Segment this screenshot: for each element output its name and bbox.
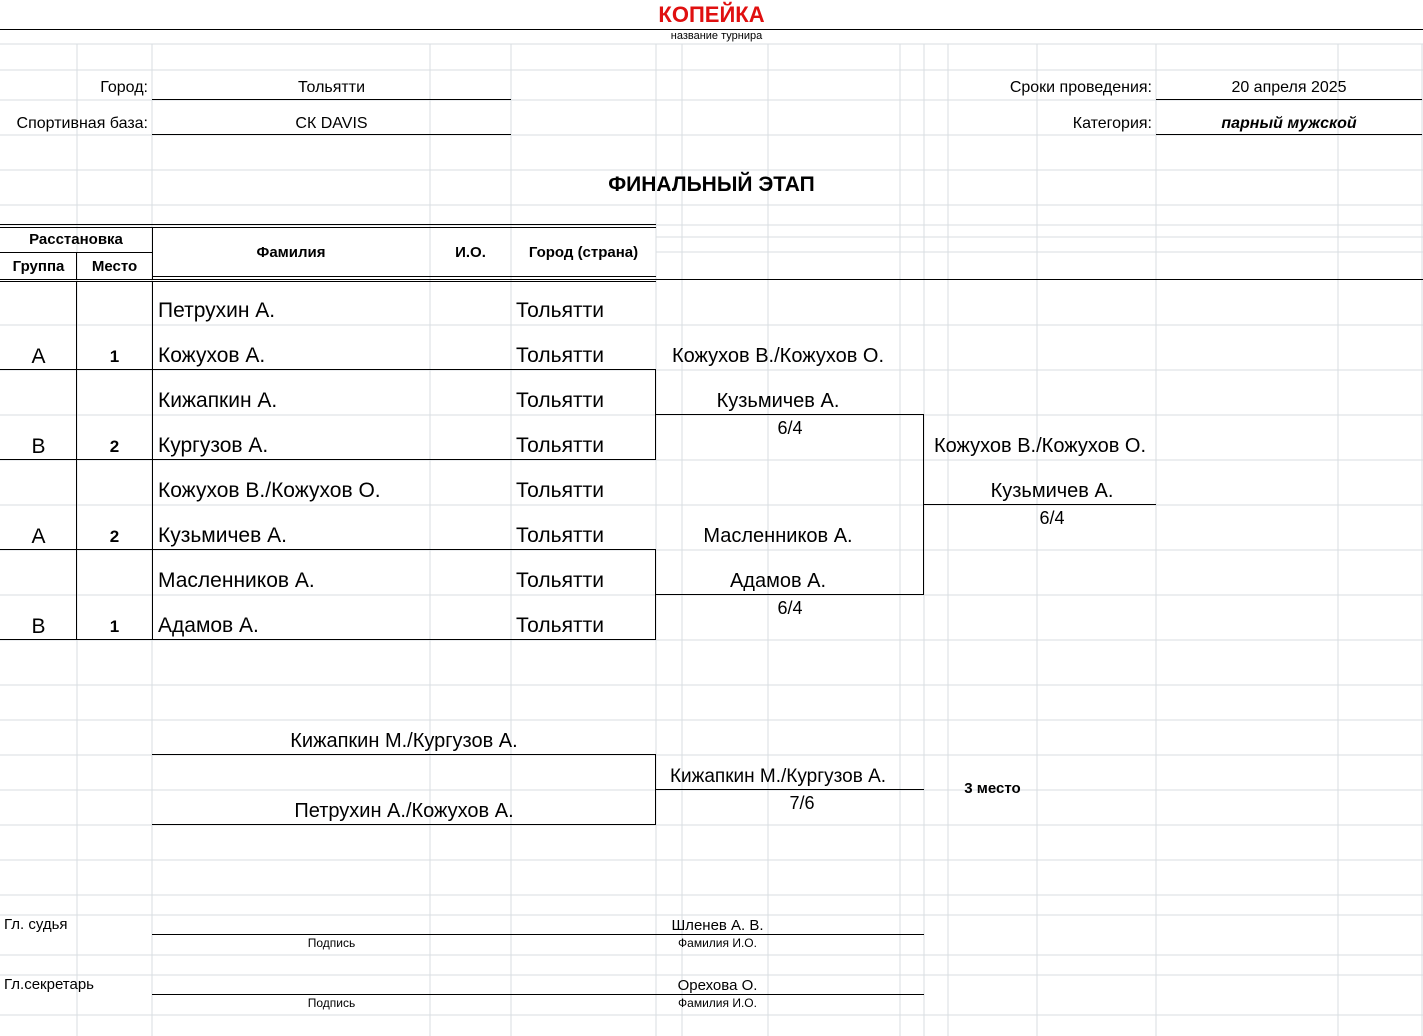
secretary-sign-caption: Подпись [307, 996, 356, 1010]
entry-3-city2: Тольятти [516, 524, 604, 547]
city-value: Тольятти [298, 79, 365, 96]
stage-title: ФИНАЛЬНЫЙ ЭТАП [608, 173, 815, 196]
entry-1-city1: Тольятти [516, 299, 604, 322]
secretary-name: Орехова О. [677, 977, 758, 994]
semifinal-1-line2: Кузьмичев А. [716, 390, 840, 412]
category-label: Категория: [1072, 115, 1152, 132]
initials-header: И.О. [455, 244, 486, 261]
secretary-name-caption: Фамилия И.О. [678, 996, 757, 1010]
entry-1-player2: Кожухов А. [158, 344, 266, 367]
entry-1-city2: Тольятти [516, 344, 604, 367]
third-place-score: 7/6 [789, 793, 815, 813]
place-header: Место [91, 258, 138, 275]
secretary-label: Гл.секретарь [4, 976, 94, 993]
entry-3-player1: Кожухов В./Кожухов О. [158, 479, 381, 502]
final-line1: Кожухов В./Кожухов О. [933, 435, 1147, 457]
semifinal-2-line2: Адамов А. [729, 570, 827, 592]
third-place-label: 3 место [964, 780, 1021, 797]
entry-1-place: 1 [109, 347, 120, 366]
semifinal-2-line1: Масленников А. [703, 525, 853, 547]
dates-value: 20 апреля 2025 [1231, 79, 1347, 96]
entry-1-group: A [31, 345, 46, 368]
judge-name-caption: Фамилия И.О. [678, 936, 757, 950]
entry-3-group: A [31, 525, 46, 548]
category-underline [1156, 134, 1422, 135]
entry-3-city1: Тольятти [516, 479, 604, 502]
city-underline [152, 99, 511, 100]
group-header: Группа [12, 258, 65, 275]
entry-4-group: B [31, 615, 46, 638]
entry-2-city2: Тольятти [516, 434, 604, 457]
final-line2: Кузьмичев А. [990, 480, 1114, 502]
entry-3-place: 2 [109, 527, 120, 546]
placement-header: Расстановка [29, 231, 123, 248]
final-score: 6/4 [1039, 508, 1065, 528]
category-value: парный мужской [1221, 115, 1357, 132]
judge-sign-caption: Подпись [307, 936, 356, 950]
tournament-title: КОПЕЙКА [658, 2, 765, 27]
base-value: СК DAVIS [295, 115, 368, 132]
entry-4-city1: Тольятти [516, 569, 604, 592]
judge-label: Гл. судья [4, 916, 68, 933]
entry-2-group: B [31, 435, 46, 458]
table-top-border [0, 224, 656, 225]
base-label: Спортивная база: [16, 115, 148, 132]
entry-2-city1: Тольятти [516, 389, 604, 412]
dates-label: Сроки проведения: [1009, 79, 1152, 96]
table-header-bottom [0, 279, 1423, 280]
semifinal-2-line [656, 594, 924, 595]
entry-3-player2: Кузьмичев А. [158, 524, 287, 547]
entry-2-player2: Кургузов А. [158, 434, 269, 457]
semifinal-1-score: 6/4 [777, 418, 803, 438]
dates-underline [1156, 99, 1422, 100]
city-header: Город (страна) [528, 244, 639, 261]
surname-header: Фамилия [256, 244, 326, 261]
entry-4-player1: Масленников А. [158, 569, 315, 592]
third-place-team2: Петрухин А./Кожухов А. [294, 800, 514, 822]
entry-4-place: 1 [109, 617, 120, 636]
judge-name: Шленев А. В. [671, 917, 764, 934]
semifinal-2-score: 6/4 [777, 598, 803, 618]
semifinal-1-line [656, 414, 924, 415]
entry-2-player1: Кижапкин А. [158, 389, 278, 412]
third-place-winner: Кижапкин М./Кургузов А. [669, 766, 887, 787]
semifinal-1-line1: Кожухов В./Кожухов О. [671, 345, 885, 367]
city-label: Город: [100, 79, 148, 96]
tournament-subtitle: название турнира [670, 30, 763, 42]
third-place-team1: Кижапкин М./Кургузов А. [290, 730, 518, 752]
base-underline [152, 134, 511, 135]
entry-4-city2: Тольятти [516, 614, 604, 637]
entry-4-player2: Адамов А. [158, 614, 259, 637]
secretary-signature-line [152, 994, 924, 995]
entry-2-place: 2 [109, 437, 120, 456]
final-line [924, 504, 1156, 505]
judge-signature-line [152, 934, 924, 935]
entry-1-player1: Петрухин А. [158, 299, 276, 322]
